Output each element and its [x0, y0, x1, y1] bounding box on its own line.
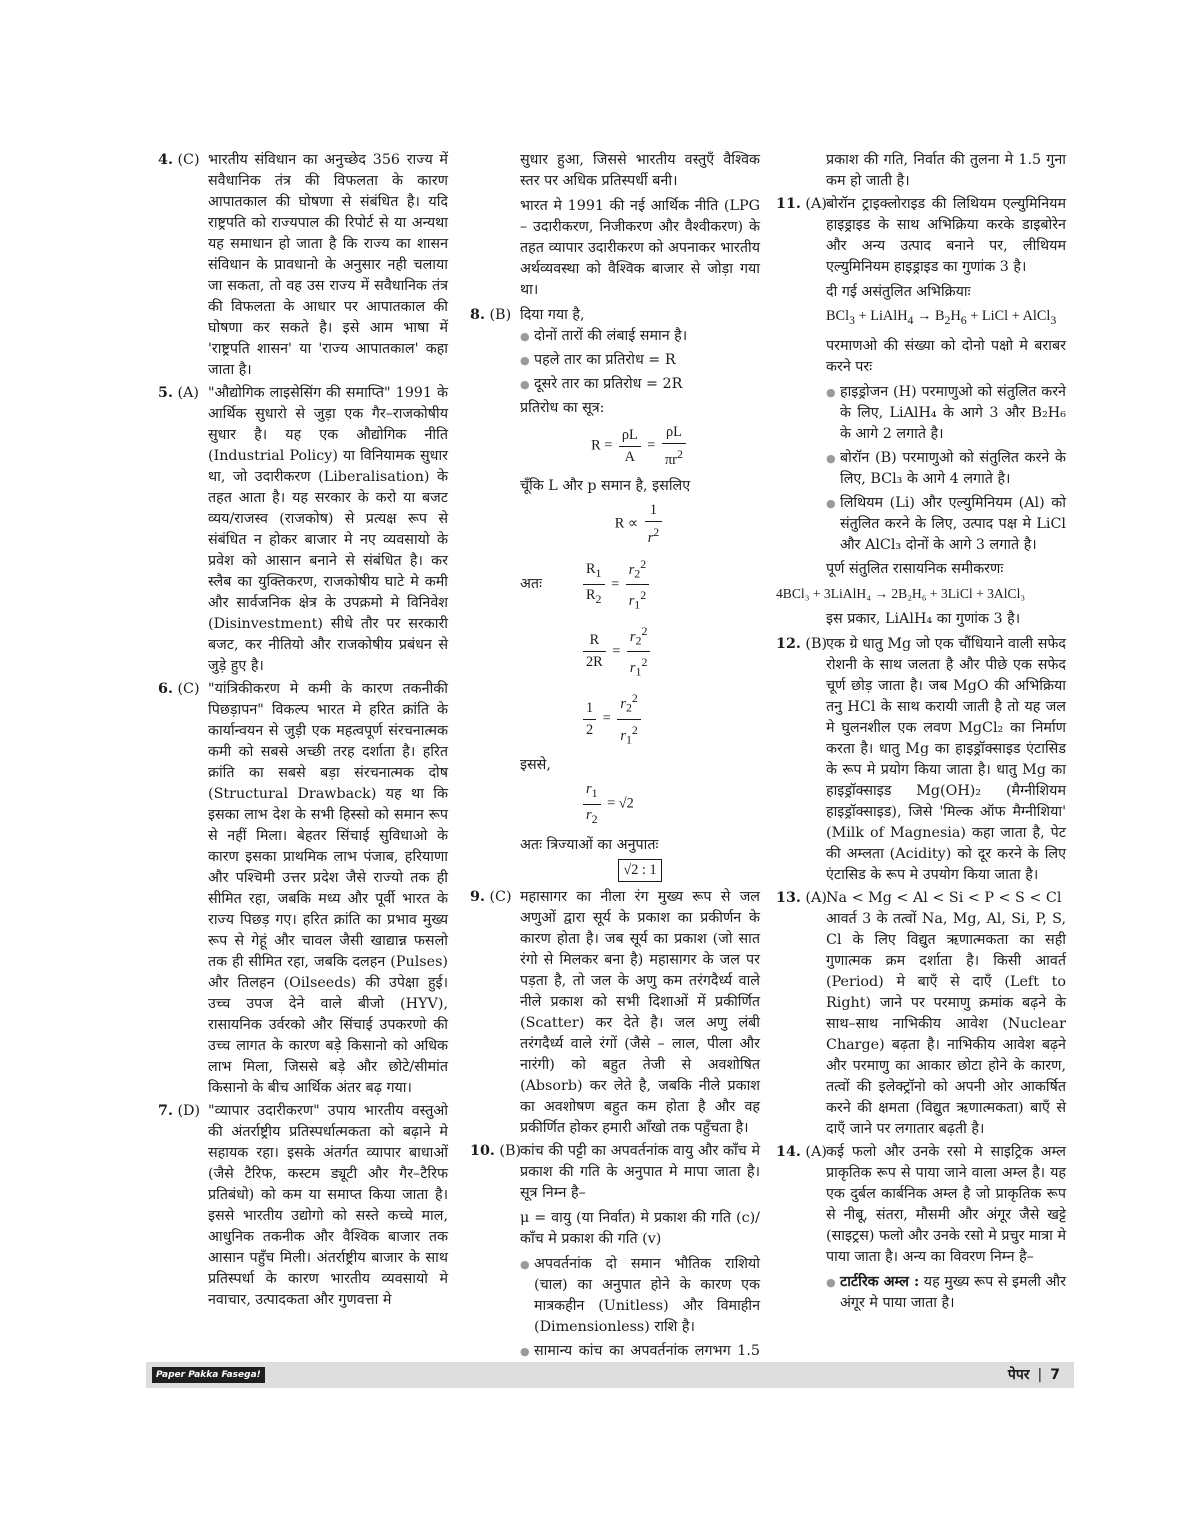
proportionality-equation: R ∝ $\frac{1}{r^2}$	[520, 500, 760, 549]
question-number: 8.	[470, 307, 485, 323]
page-label	[1008, 1365, 1060, 1384]
answer-10	[470, 1141, 760, 1383]
answer-12	[776, 634, 1066, 886]
bullet-point	[826, 1272, 1066, 1314]
question-number: 6.	[158, 681, 173, 697]
bullet-point: ● सामान्य कांच का अपवर्तनांक लगभग 1.5	[520, 1341, 760, 1383]
bullet-point: ● अपवर्तनांक दो समान भौतिक राशियो (चाल) का अनुपात होने के कारण एक मात्रकहीन (Unitless) और विमाहीन (Dimensionless) राशि है।	[520, 1254, 760, 1338]
explanation-text: "औद्योगिक लाइसेसिंग की समाप्ति" 1991 के आर्थिक सुधारो से जुड़ा एक गैर–राजकोषीय सुधार है। यह एक औद्योगिक नीति (Industrial Policy) या विनियामक सुधार था, जो उदारीकरण (Liberalisation) के तहत आता है। यह सरकार के करो या बजट व्यय/राजस्व (राजकोष) से प्रत्यक्ष रूप से संबंधित न होकर बाजार मे नए व्यवसायो के प्रवेश को आसान बनाने से संबंधित है। कर स्लैब का युक्तिकरण, राजकोषीय घाटे मे कमी और सार्वजनिक क्षेत्र के उपक्रमो मे विनिवेश (Disinvestment) सीधे तौर पर सरकारी बजट, कर नीतियो और राजकोषीय प्रबंधन से जुड़े हुए है।	[208, 385, 448, 674]
explanation-text: "यांत्रिकीकरण मे कमी के कारण तकनीकी पिछड़ापन" विकल्प भारत मे हरित क्रांति के कार्यान्वयन से जुड़ी एक महत्वपूर्ण संरचनात्मक कमी को सबसे अच्छी तरह दर्शाता है। हरित क्रांति का सबसे बड़ा संरचनात्मक दोष (Structural Drawback) यह था कि इसका लाभ देश के सभी हिस्सो को समान रूप से नहीं मिला। बेहतर सिंचाई सुविधाओ के कारण इसका प्राथमिक लाभ पंजाब, हरियाणा और पश्चिमी उत्तर प्रदेश जैसे राज्यो तक ही सीमित रहा, जबकि मध्य और पूर्वी भारत के राज्य पिछड़ गए। हरित क्रांति का प्रभाव मुख्य रूप से गेहूं और चावल जैसी खाद्यान्न फसलो तक ही सीमित रहा, जबकि दलहन (Pulses) और तिलहन (Oilseeds) की उपेक्षा हुई। उच्च उपज देने वाले बीजो (HYV), रासायनिक उर्वरको और सिंचाई उपकरणो की उच्च लागत के कारण बड़े किसानो को अधिक लाभ मिला, जिससे बड़े और छोटे/सीमांत किसानो के बीच आर्थिक अंतर बढ़ गया।	[208, 681, 448, 1096]
explanation-text: दी गई असंतुलित अभिक्रियाः	[826, 284, 971, 300]
answer-option: (A)	[177, 385, 199, 401]
bullet-point: ● दूसरे तार का प्रतिरोध = 2R	[520, 374, 760, 395]
explanation-text: कई फलो और उनके रसो मे साइट्रिक अम्ल प्राकृतिक रूप से पाया जाने वाला अम्ल है। यह एक दुर्बल कार्बनिक अम्ल है जो प्राकृतिक रूप से नीबू, संतरा, मौसमी और अंगूर जैसे खट्टे (साइट्रस) फलो और उनके रसो मे प्रचुर मात्रा मे पाया जाता है। अन्य का विवरण निम्न है–	[826, 1143, 1066, 1265]
answer-7-continued	[470, 150, 760, 301]
answer-4	[158, 150, 448, 381]
bullet-text: यह मुख्य रूप से इमली और अंगूर मे पाया जाता है।	[840, 1273, 1066, 1311]
column-1	[158, 150, 448, 1313]
answer-13	[776, 888, 1066, 1140]
explanation-text: परमाणओ की संख्या को दोनो पक्षो मे बराबर करने परः	[826, 337, 1066, 375]
question-number: 5.	[158, 385, 173, 401]
separator: |	[1037, 1367, 1043, 1383]
explanation-text: बोरॉन ट्राइक्लोराइड की लिथियम एल्युमिनियम हाइड्राइड के साथ अभिक्रिया करके डाइबोरेन और अन्य उत्पाद बनाने पर, लीथियम एल्युमिनियम हाइड्राइड का गुणांक 3 है।	[826, 196, 1066, 275]
column-2	[470, 150, 760, 1386]
answer-option: (B)	[489, 307, 512, 323]
ratio-equation-1: अतः $\frac{R_1}{R_2}$ = $\frac{r_2^2}{r_1^2}$	[520, 554, 760, 616]
explanation-text: "व्यापार उदारीकरण" उपाय भारतीय वस्तुओ की अंतर्राष्ट्रीय प्रतिस्पर्धात्मकता को बढ़ाने मे सहायक रहा। इसके अंतर्गत व्यापार बाधाओं (जैसे टैरिफ, कस्टम ड्यूटी और गैर–टैरिफ प्रतिबंधो) को कम या समाप्त किया जाता है। इससे भारतीय उद्योगो को सस्ते कच्चे माल, आधुनिक तकनीक और वैश्विक बाजार तक आसान पहुँच मिली। अंतर्राष्ट्रीय बाजार के साथ प्रतिस्पर्धा के कारण भारतीय व्यवसायो मे नवाचार, उत्पादकता और गुणवत्ता मे	[208, 1103, 448, 1308]
bullet-point: ● बोरॉन (B) परमाणुओ को संतुलित करने के लिए, BCl₃ के आगे 4 लगाते है।	[826, 448, 1066, 490]
bullet-point: ● लिथियम (Li) और एल्युमिनियम (Al) को संतुलित करने के लिए, उत्पाद पक्ष मे LiCl और AlCl₃ दोनों के आगे 3 लगाते है।	[826, 493, 1066, 556]
answer-11	[776, 194, 1066, 630]
explanation-text: अतः त्रिज्याओं का अनुपातः	[520, 837, 659, 853]
answer-option: (C)	[177, 681, 200, 697]
therefore-label: अतः	[520, 575, 542, 592]
question-number: 13.	[776, 889, 801, 906]
answer-9	[470, 887, 760, 1139]
explanation-text: दिया गया है,	[520, 307, 585, 323]
bullet-point: ● हाइड्रोजन (H) परमाणुओ को संतुलित करने के लिए, LiAlH₄ के आगे 3 और B₂H₆ के आगे 2 लगाते है।	[826, 382, 1066, 445]
answer-option: (A)	[805, 196, 827, 212]
electronegativity-order: Na < Mg < Al < Si < P < S < Cl	[826, 889, 1062, 906]
answer-6	[158, 679, 448, 1099]
explanation-text: महासागर का नीला रंग मुख्य रूप से जल अणुओं द्वारा सूर्य के प्रकाश का प्रकीर्णन के कारण होता है। जब सूर्य का प्रकाश (जो सात रंगो से मिलकर बना है) महासागर के जल पर पड़ता है, तो जल के अणु कम तरंगदैर्ध्य वाले नीले प्रकाश को सभी दिशाओं में प्रकीर्णित (Scatter) कर देते है। जल अणु लंबी तरंगदैर्ध्य वाले रंगों (जैसे – लाल, पीला और नारंगी) को बहुत तेजी से अवशोषित (Absorb) कर लेते है, जबकि नीले प्रकाश का अवशोषण बहुत कम होता है और वह प्रकीर्णित होकर हमारी आँखो तक पहुँचता है।	[520, 889, 760, 1136]
question-number: 12.	[776, 635, 801, 652]
answer-10-continued	[776, 150, 1066, 192]
paper-label: पेपर	[1007, 1367, 1030, 1383]
answer-option: (D)	[177, 1103, 201, 1119]
explanation-text: इससे,	[520, 757, 551, 774]
question-number: 10.	[470, 1143, 495, 1159]
question-number: 7.	[158, 1103, 173, 1119]
answer-5	[158, 383, 448, 677]
explanation-text: भारत मे 1991 की नई आर्थिक नीति (LPG – उदारीकरण, निजीकरण और वैश्वीकरण) के तहत व्यापार उदारीकरण को अपनाकर भारतीय अर्थव्यवस्था को वैश्विक बाजार से जोड़ा गया था।	[520, 198, 760, 298]
question-number: 9.	[470, 889, 485, 905]
radius-ratio-equation: $\frac{r_1}{r_2}$ = √2	[520, 779, 760, 830]
ratio-equation-3: $\frac{1}{2}$ = $\frac{r_2^2}{r_1^2}$	[520, 688, 760, 750]
answer-option: (B)	[499, 1143, 522, 1159]
page-footer	[146, 1362, 1074, 1388]
balanced-equation: 4BCl₃ + 3LiAlH₄ → 2B₂H₆ + 3LiCl + 3AlCl₃	[776, 585, 1026, 601]
column-3	[776, 150, 1066, 1317]
answer-option: (A)	[805, 889, 827, 906]
formula-label: प्रतिरोध का सूत्र:	[520, 400, 605, 416]
question-number: 4.	[158, 152, 173, 168]
page-number: 7	[1050, 1367, 1060, 1383]
unbalanced-equation: BCl$_3$ + LiAlH$_4$ → $B_2H_6$ + LiCl + AlCl$_3$	[826, 308, 1057, 327]
answer-7	[158, 1101, 448, 1311]
answer-option: (A)	[805, 1143, 827, 1160]
explanation-text: प्रकाश की गति, निर्वात की तुलना मे 1.5 गुना कम हो जाती है।	[826, 152, 1066, 189]
term-label: टार्टरिक अम्ल :	[840, 1273, 920, 1290]
answer-box: √2 : 1	[520, 859, 760, 882]
explanation-text: पूर्ण संतुलित रासायनिक समीकरणः	[826, 560, 1004, 577]
bullet-point: ● पहले तार का प्रतिरोध = R	[520, 350, 760, 371]
question-number: 14.	[776, 1143, 801, 1160]
answer-14	[776, 1142, 1066, 1314]
refractive-index-formula: μ = वायु (या निर्वात) मे प्रकाश की गति (c)/ काँच मे प्रकाश की गति (v)	[520, 1210, 760, 1247]
answer-option: (B)	[805, 635, 828, 652]
resistance-formula: R = $\frac{\rho L}{A}$ = $\frac{\rho L}{\pi r^2}$	[520, 422, 760, 471]
answer-option: (C)	[489, 889, 512, 905]
brand-logo: Paper Pakka Fasega!	[152, 1367, 265, 1383]
question-number: 11.	[776, 196, 801, 212]
explanation-text: कांच की पट्टी का अपवर्तनांक वायु और काँच मे प्रकाश की गति के अनुपात मे मापा जाता है। सूत्र निम्न है–	[520, 1143, 760, 1201]
explanation-text: इस प्रकार, LiAlH₄ का गुणांक 3 है।	[826, 610, 1021, 627]
bullet-point: ● दोनों तारों की लंबाई समान है।	[520, 326, 760, 347]
ratio-equation-2: $\frac{R}{2R}$ = $\frac{r_2^2}{r_1^2}$	[520, 621, 760, 683]
explanation-text: भारतीय संविधान का अनुच्छेद 356 राज्य में सवैधानिक तंत्र की विफलता के कारण आपातकाल की घोषणा से संबंधित है। यदि राष्ट्रपति को राज्यपाल की रिपोर्ट से या अन्यथा यह समाधान हो जाता है कि राज्य का शासन संविधान के प्रावधानो के अनुसार नही चलाया जा सकता, तो वह उस राज्य में सवैधानिक तंत्र की विफलता के आधार पर आपातकाल की घोषणा कर सकते है। इसे आम भाषा में 'राष्ट्रपति शासन' या 'राज्य आपातकाल' कहा जाता है।	[208, 152, 448, 378]
explanation-text: एक ग्रे धातु Mg जो एक चौंधियाने वाली सफेद रोशनी के साथ जलता है और पीछे एक सफेद चूर्ण छोड़ जाता है। जब MgO की अभिक्रिया तनु HCl के साथ करायी जाती है तो यह जल मे घुलनशील एक लवण MgCl₂ का निर्माण करता है। धातु Mg का हाइड्रॉक्साइड एंटासिड के रूप मे प्रयोग किया जाता है। धातु Mg का हाइड्रॉक्साइड Mg(OH)₂ (मैग्नीशियम हाइड्रॉक्साइड), जिसे 'मिल्क ऑफ मैग्नीशिया' (Milk of Magnesia) कहा जाता है, पेट की अम्लता (Acidity) को दूर करने के लिए एंटासिड के रूप मे उपयोग किया जाता है।	[826, 635, 1066, 883]
explanation-text: चूँकि L और p समान है, इसलिए	[520, 477, 691, 494]
explanation-text: आवर्त 3 के तत्वों Na, Mg, Al, Si, P, S, Cl के लिए विद्युत ऋणात्मकता का सही गुणात्मक क्रम दर्शाता है। किसी आवर्त (Period) मे बाएँ से दाएँ (Left to Right) जाने पर परमाणु क्रमांक बढ़ने के साथ–साथ नाभिकीय आवेश (Nuclear Charge) बढ़ता है। नाभिकीय आवेश बढ़ने और परमाणु का आकार छोटा होने के कारण, तत्वों की इलेक्ट्रॉनो को अपनी ओर आकर्षित करने की क्षमता (विद्युत ऋणात्मकता) बाएँ से दाएँ जाने पर लगातार बढ़ती है।	[826, 910, 1066, 1137]
explanation-text: सुधार हुआ, जिससे भारतीय वस्तुएँ वैश्विक स्तर पर अधिक प्रतिस्पर्धी बनी।	[520, 152, 760, 189]
answer-8	[470, 305, 760, 882]
answer-option: (C)	[177, 152, 200, 168]
